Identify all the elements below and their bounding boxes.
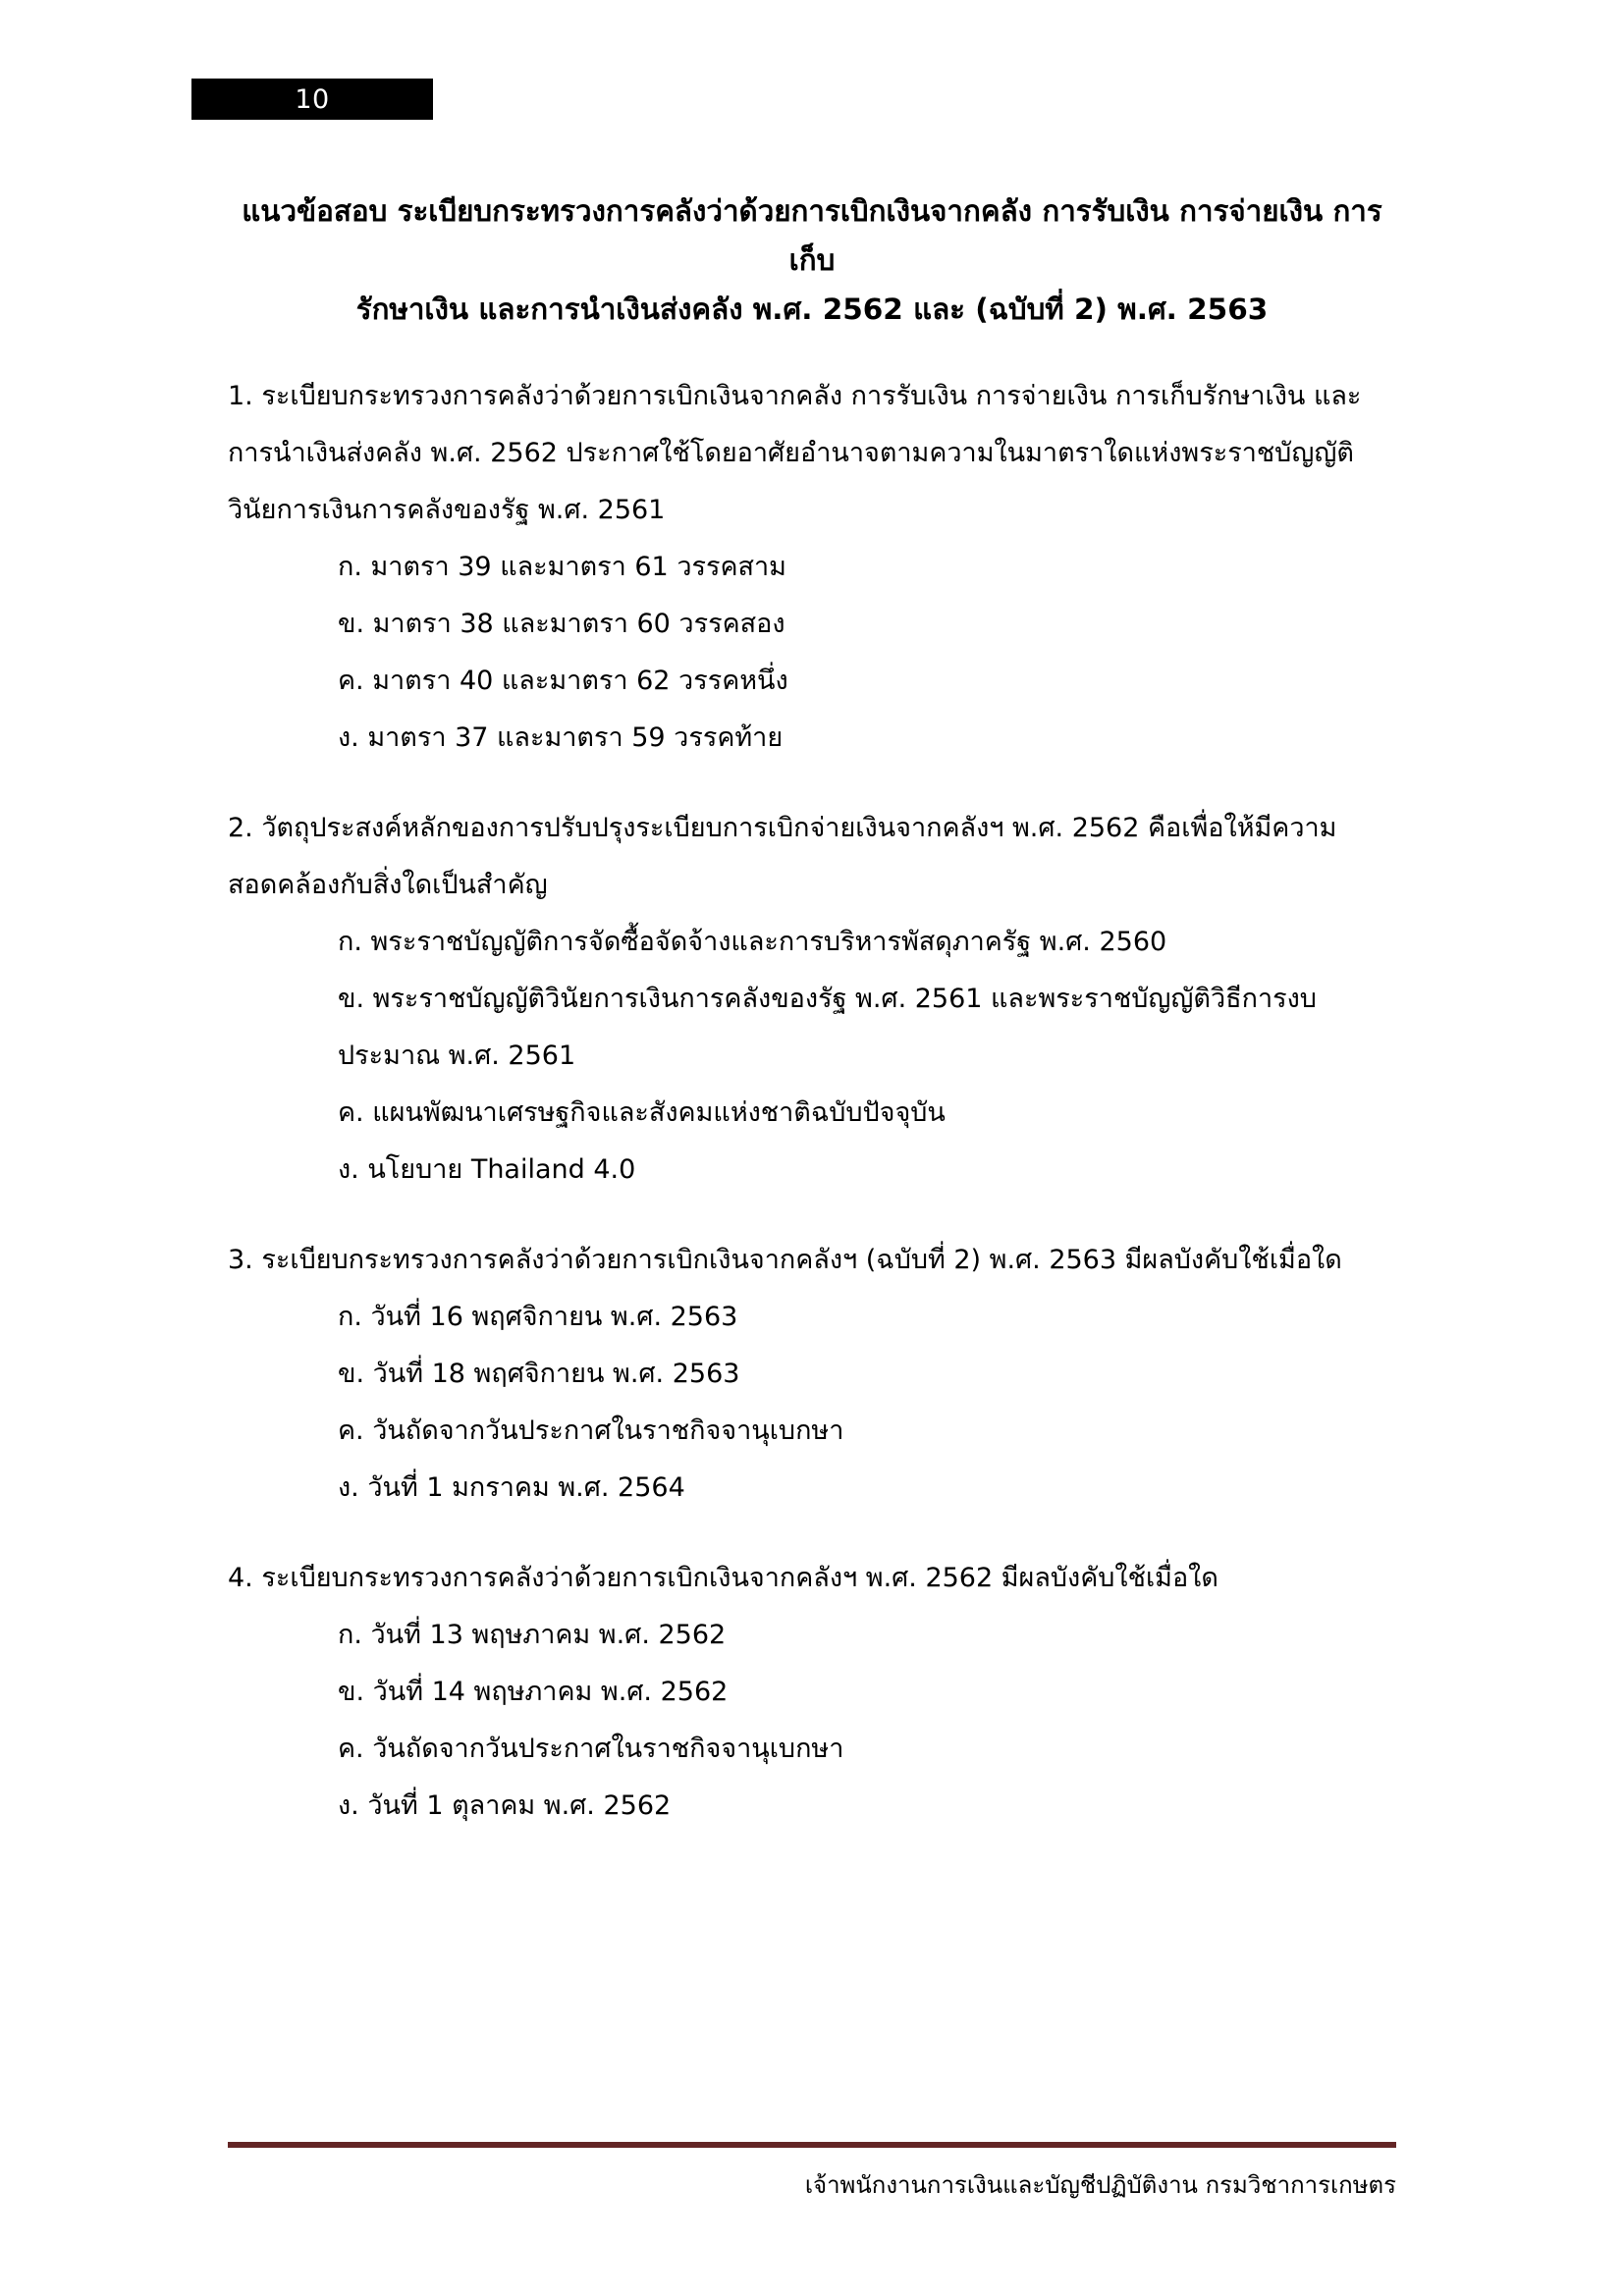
question-choice[interactable]: ก. วันที่ 16 พฤศจิกายน พ.ศ. 2563 [338, 1302, 738, 1332]
question-choice[interactable]: ก. วันที่ 13 พฤษภาคม พ.ศ. 2562 [338, 1620, 727, 1650]
question-choice[interactable]: ก. พระราชบัญญัติการจัดซื้อจัดจ้างและการบริหารพัสดุภาครัฐ พ.ศ. 2560 [338, 927, 1167, 957]
question-choice[interactable]: ค. มาตรา 40 และมาตรา 62 วรรคหนึ่ง [338, 666, 788, 696]
question-block [228, 1550, 1402, 1835]
question-stem: 3. ระเบียบกระทรวงการคลังว่าด้วยการเบิกเงินจากคลังฯ (ฉบับที่ 2) พ.ศ. 2563 มีผลบังคับใช้เมื่อใด [228, 1245, 1342, 1275]
page-title [228, 187, 1396, 334]
title-line-2: รักษาเงิน และการนำเงินส่งคลัง พ.ศ. 2562 และ (ฉบับที่ 2) พ.ศ. 2563 [355, 293, 1269, 326]
question-block [228, 368, 1402, 767]
question-choice[interactable]: ข. มาตรา 38 และมาตรา 60 วรรคสอง [338, 609, 785, 639]
question-choice[interactable]: ง. วันที่ 1 มกราคม พ.ศ. 2564 [338, 1472, 685, 1503]
question-choice[interactable]: ค. แผนพัฒนาเศรษฐกิจและสังคมแห่งชาติฉบับปัจจุบัน [338, 1097, 946, 1128]
question-stem: 1. ระเบียบกระทรวงการคลังว่าด้วยการเบิกเงินจากคลัง การรับเงิน การจ่ายเงิน การเก็บรักษาเงิน และการนำเงินส่งคลัง พ.ศ. 2562 ประกาศใช้โดยอาศัยอำนาจตามความในมาตราใดแห่งพระราชบัญญัติวินัยการเงินการคลังของรัฐ พ.ศ. 2561 [228, 381, 1362, 525]
page-number-label: 10 [191, 79, 433, 120]
question-block [228, 1232, 1402, 1517]
question-choice[interactable]: ง. มาตรา 37 และมาตรา 59 วรรคท้าย [338, 722, 784, 753]
footer-label: เจ้าพนักงานการเงินและบัญชีปฏิบัติงาน กรมวิชาการเกษตร [804, 2171, 1396, 2199]
question-choice[interactable]: ค. วันถัดจากวันประกาศในราชกิจจานุเบกษา [338, 1734, 844, 1764]
question-choice[interactable]: ง. นโยบาย Thailand 4.0 [338, 1154, 636, 1185]
question-list [228, 368, 1402, 1868]
title-line-1: แนวข้อสอบ ระเบียบกระทรวงการคลังว่าด้วยการเบิกเงินจากคลัง การรับเงิน การจ่ายเงิน การเก็บ [242, 194, 1382, 277]
question-choice[interactable]: ก. มาตรา 39 และมาตรา 61 วรรคสาม [338, 552, 786, 582]
question-stem: 2. วัตถุประสงค์หลักของการปรับปรุงระเบียบการเบิกจ่ายเงินจากคลังฯ พ.ศ. 2562 คือเพื่อให้มีความสอดคล้องกับสิ่งใดเป็นสำคัญ [228, 813, 1337, 900]
question-stem: 4. ระเบียบกระทรวงการคลังว่าด้วยการเบิกเงินจากคลังฯ พ.ศ. 2562 มีผลบังคับใช้เมื่อใด [228, 1563, 1218, 1593]
footer-divider [228, 2142, 1396, 2148]
page-number-badge [191, 79, 433, 120]
question-choice[interactable]: ค. วันถัดจากวันประกาศในราชกิจจานุเบกษา [338, 1415, 844, 1446]
question-choice[interactable]: ข. พระราชบัญญัติวินัยการเงินการคลังของรัฐ พ.ศ. 2561 และพระราชบัญญัติวิธีการงบประมาณ พ.ศ. 2561 [338, 984, 1317, 1071]
question-block [228, 800, 1402, 1199]
question-choice[interactable]: ง. วันที่ 1 ตุลาคม พ.ศ. 2562 [338, 1790, 672, 1821]
question-choice[interactable]: ข. วันที่ 18 พฤศจิกายน พ.ศ. 2563 [338, 1359, 740, 1389]
question-choice[interactable]: ข. วันที่ 14 พฤษภาคม พ.ศ. 2562 [338, 1677, 729, 1707]
